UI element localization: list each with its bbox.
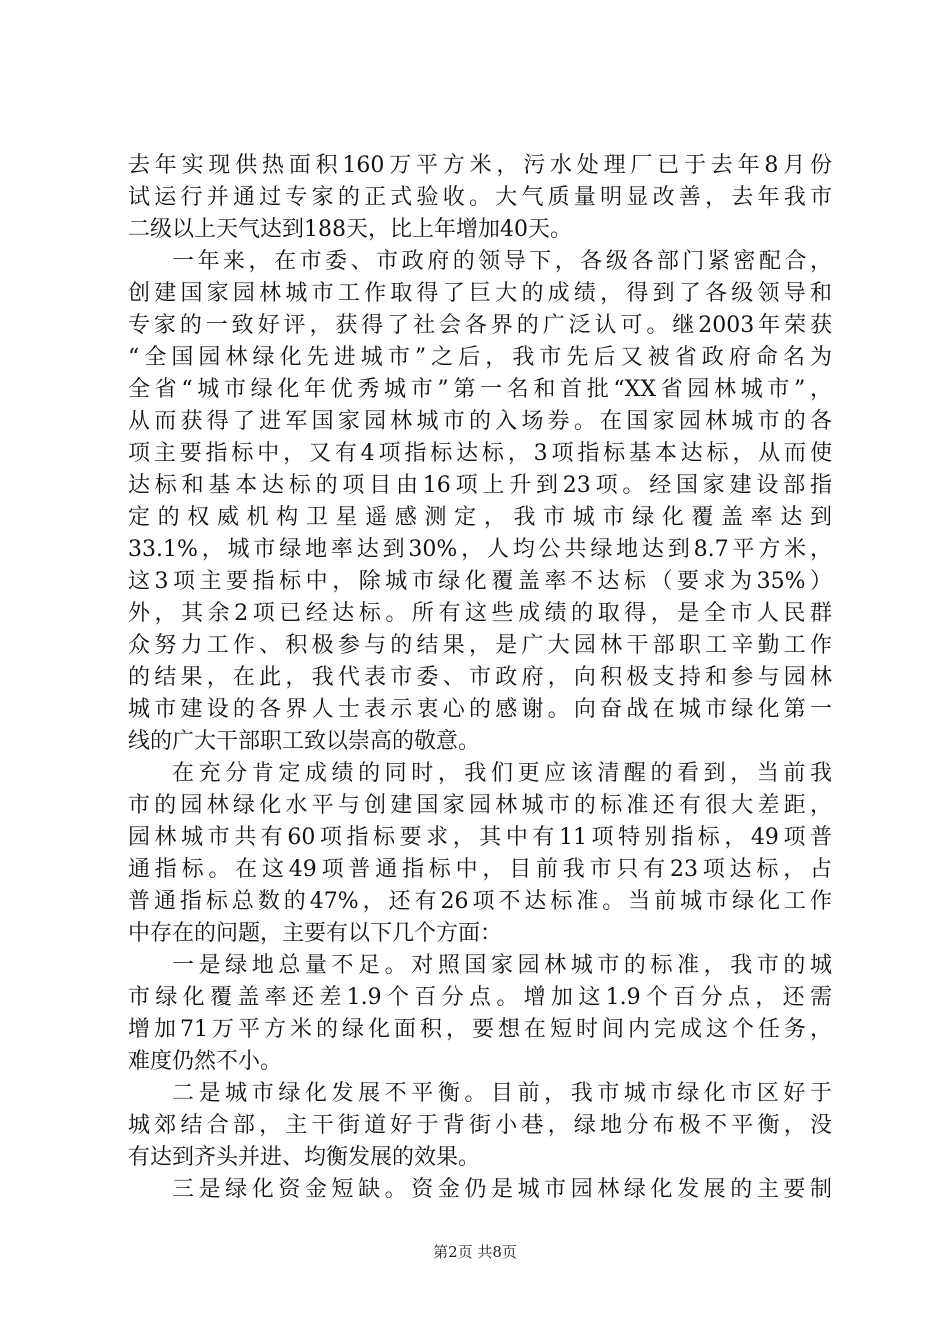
body-text — [128, 150, 832, 1206]
text-line: 试运行并通过专家的正式验收。大气质量明显改善，去年我市 — [128, 185, 832, 210]
text-line: 达标和基本达标的项目由16项上升到23项。经国家建设部指 — [128, 473, 832, 498]
text-line: 市绿化覆盖率还差1.9个百分点。增加这1.9个百分点，还需 — [128, 985, 832, 1010]
text-line: 这3项主要指标中，除城市绿化覆盖率不达标（要求为35%） — [128, 569, 832, 594]
text-line: 中存在的问题，主要有以下几个方面： — [128, 921, 503, 946]
text-line: 全省“城市绿化年优秀城市”第一名和首批“XX省园林城市”， — [128, 377, 832, 402]
text-line: 定的权威机构卫星遥感测定，我市城市绿化覆盖率达到 — [128, 505, 832, 530]
text-line: 难度仍然不小。 — [128, 1049, 283, 1074]
text-line: 二级以上天气达到188天，比上年增加40天。 — [128, 217, 572, 242]
text-line: 创建国家园林城市工作取得了巨大的成绩，得到了各级领导和 — [128, 281, 832, 306]
text-line: 通指标。在这49项普通指标中，目前我市只有23项达标，占 — [128, 857, 832, 882]
text-line: 城郊结合部，主干街道好于背街小巷，绿地分布极不平衡，没 — [128, 1113, 832, 1138]
text-line: 城市建设的各界人士表示衷心的感谢。向奋战在城市绿化第一 — [128, 697, 832, 722]
text-line: 普通指标总数的47%，还有26项不达标准。当前城市绿化工作 — [128, 889, 832, 914]
text-line: “全国园林绿化先进城市”之后，我市先后又被省政府命名为 — [128, 345, 832, 370]
text-line: 专家的一致好评，获得了社会各界的广泛认可。继2003年荣获 — [128, 313, 832, 338]
text-line: 线的广大干部职工致以崇高的敬意。 — [128, 729, 481, 754]
text-line: 一年来，在市委、市政府的领导下，各级各部门紧密配合， — [172, 249, 832, 274]
text-line: 的结果，在此，我代表市委、市政府，向积极支持和参与园林 — [128, 665, 832, 690]
text-line: 外，其余2项已经达标。所有这些成绩的取得，是全市人民群 — [128, 601, 832, 626]
text-line: 有达到齐头并进、均衡发展的效果。 — [128, 1145, 481, 1170]
text-line: 项主要指标中，又有4项指标达标，3项指标基本达标，从而使 — [128, 441, 832, 466]
text-line: 33.1%，城市绿地率达到30%，人均公共绿地达到8.7平方米， — [128, 537, 832, 562]
text-line: 二是城市绿化发展不平衡。目前，我市城市绿化市区好于 — [172, 1081, 832, 1106]
text-line: 市的园林绿化水平与创建国家园林城市的标准还有很大差距， — [128, 793, 832, 818]
text-line: 在充分肯定成绩的同时，我们更应该清醒的看到，当前我 — [172, 761, 832, 786]
page-footer: 第2页 共8页 — [433, 1243, 517, 1261]
text-line: 三是绿化资金短缺。资金仍是城市园林绿化发展的主要制 — [172, 1177, 832, 1202]
text-line: 一是绿地总量不足。对照国家园林城市的标准，我市的城 — [172, 953, 832, 978]
text-line: 众努力工作、积极参与的结果，是广大园林干部职工辛勤工作 — [128, 633, 832, 658]
text-line: 园林城市共有60项指标要求，其中有11项特别指标，49项普 — [128, 825, 832, 850]
text-line: 去年实现供热面积160万平方米，污水处理厂已于去年8月份 — [128, 153, 832, 178]
text-line: 从而获得了进军国家园林城市的入场券。在国家园林城市的各 — [128, 409, 832, 434]
text-line: 增加71万平方米的绿化面积，要想在短时间内完成这个任务， — [128, 1017, 832, 1042]
